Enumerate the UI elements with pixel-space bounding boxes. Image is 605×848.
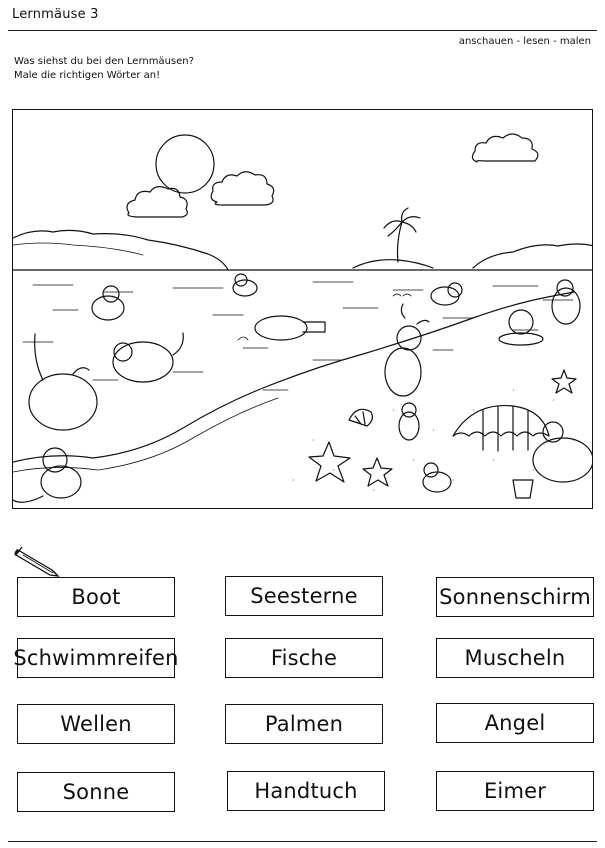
mouse-icon: [431, 283, 462, 305]
mouse-icon: [423, 463, 451, 492]
word-box-seesterne[interactable]: Seesterne: [225, 576, 383, 616]
starfish-icon: [552, 370, 576, 393]
word-box-muscheln[interactable]: Muscheln: [436, 638, 594, 678]
word-box-wellen[interactable]: Wellen: [17, 704, 175, 744]
footer-divider: [8, 841, 597, 842]
sun-icon: [156, 135, 214, 193]
worksheet-title: Lernmäuse 3: [12, 7, 99, 22]
mouse-icon: [385, 304, 429, 396]
word-box-handtuch[interactable]: Handtuch: [227, 771, 385, 811]
starfish-icon: [309, 442, 350, 482]
mouse-icon: [399, 403, 419, 440]
mouse-icon: [92, 286, 124, 320]
word-box-palmen[interactable]: Palmen: [225, 704, 383, 744]
cloud-icon: [127, 187, 187, 217]
instruction-line-2: Male die richtigen Wörter an!: [14, 70, 161, 81]
word-box-fische[interactable]: Fische: [225, 638, 383, 678]
shell-icon: [349, 409, 372, 426]
beach-scene-illustration: [12, 109, 593, 509]
word-box-angel[interactable]: Angel: [436, 703, 594, 743]
mouse-icon: [29, 334, 97, 430]
word-box-sonne[interactable]: Sonne: [17, 772, 175, 812]
palm-icon: [353, 208, 433, 268]
swim-ring-icon: [499, 310, 543, 345]
header-divider: [8, 30, 597, 31]
word-box-eimer[interactable]: Eimer: [436, 771, 594, 811]
bucket-icon: [513, 480, 533, 498]
starfish-icon: [363, 458, 392, 486]
word-box-schwimmreifen[interactable]: Schwimmreifen: [17, 638, 175, 678]
mouse-icon: [255, 316, 325, 340]
mouse-icon: [233, 274, 257, 296]
task-steps: anschauen - lesen - malen: [458, 36, 591, 47]
cloud-icon: [472, 134, 537, 162]
mouse-icon: [113, 333, 183, 382]
cloud-icon: [211, 172, 273, 205]
pencil-icon: [14, 544, 64, 578]
mouse-icon: [533, 422, 593, 482]
word-box-boot[interactable]: Boot: [17, 577, 175, 617]
word-box-sonnenschirm[interactable]: Sonnenschirm: [436, 577, 594, 617]
mouse-icon: [552, 280, 580, 324]
parasol-icon: [453, 406, 549, 451]
instruction-line-1: Was siehst du bei den Lernmäusen?: [14, 56, 194, 67]
